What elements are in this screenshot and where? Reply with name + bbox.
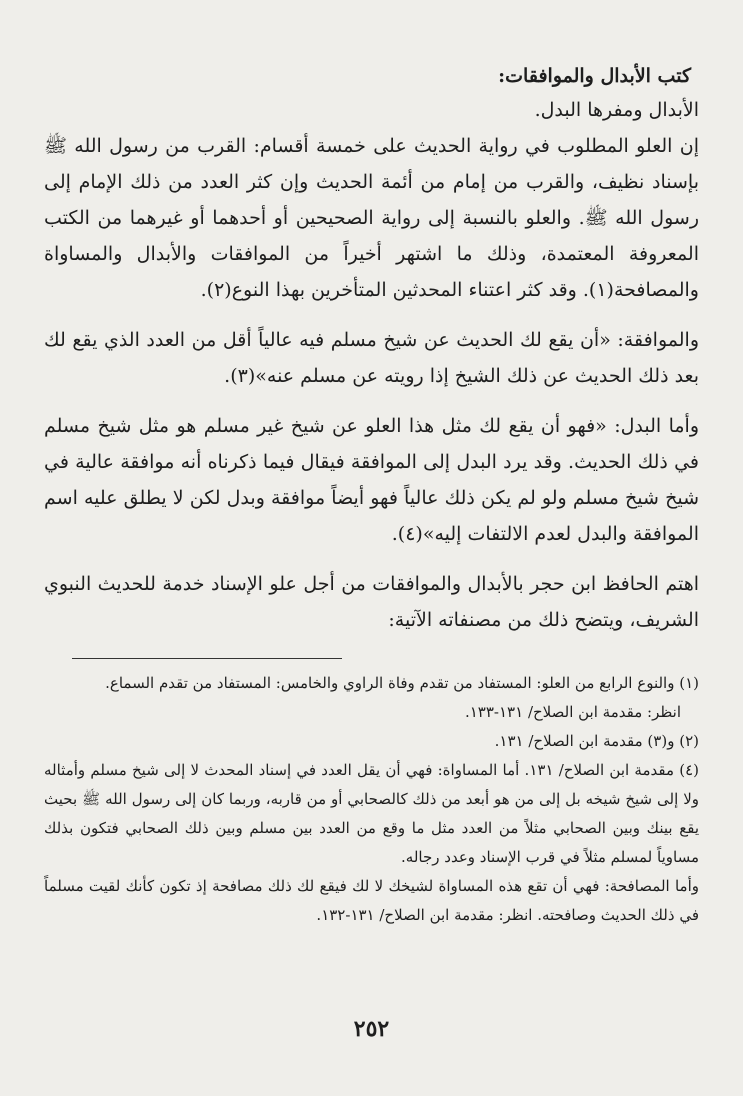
paragraph-uluw: إن العلو المطلوب في رواية الحديث على خمسة أقسام: القرب من رسول الله ﷺ بإسناد نظيف، والقرب من إمام من أئمة الحديث وإن كثر العدد من ذلك الإمام إلى رسول الله ﷺ. والعلو بالنسبة إلى رواية الصحيحين أو أحدهما أو غيرهما من الكتب المعروفة المعتمدة، وذلك ما اشتهر أخيراً من الموافقات والأبدال والمساواة والمصافحة(١). وقد كثر اعتناء المحدثين المتأخرين بهذا النوع(٢).: [44, 135, 699, 301]
footnote-divider: [72, 658, 342, 659]
footnote-4-musafaha: وأما المصافحة: فهي أن تقع هذه المساواة لشيخك لا لك فيقع لك ذلك مصافحة إذ تكون كأنك لقيت مسلماً في ذلك الحديث وصافحته. انظر: مقدمة ابن الصلاح/ ١٣١-١٣٢.: [44, 877, 699, 924]
footnote-1-ref: انظر: مقدمة ابن الصلاح/ ١٣١-١٣٣.: [464, 703, 681, 721]
footnote-4: (٤) مقدمة ابن الصلاح/ ١٣١. أما المساواة: فهي أن يقل العدد في إسناد المحدث لا إلى شيخ مسلم وأمثاله ولا إلى شيخ شيخه بل إلى من هو أبعد من ذلك كالصحابي أو من قاربه، وربما كان إلى رسول الله ﷺ بحيث يقع بينك وبين الصحابي مثلاً من العدد مثل ما وقع من العدد بين مسلم وبين ذلك الصحابي فتكون بذلك مساوياً لمسلم مثلاً في قرب الإسناد وعدد رجاله.: [44, 761, 699, 866]
page-number: ٢٥٢: [353, 1016, 390, 1042]
footnote-2-3: (٢) و(٣) مقدمة ابن الصلاح/ ١٣١.: [494, 732, 699, 750]
paragraph-ibn-hajar: اهتم الحافظ ابن حجر بالأبدال والموافقات من أجل علو الإسناد خدمة للحديث النبوي الشريف، ويتضح ذلك من مصنفاته الآتية:: [44, 573, 699, 631]
paragraph-badal: وأما البدل: «فهو أن يقع لك مثل هذا العلو عن شيخ غير مسلم هو مثل شيخ مسلم في ذلك الحديث. وقد يرد البدل إلى الموافقة فيقال فيما ذكرناه أنه موافقة عالية في شيخ شيخ مسلم ولو لم يكن ذلك عالياً فهو أيضاً موافقة وبدل لكن لا يطلق عليه اسم الموافقة والبدل لعدم الالتفات إليه»(٤).: [44, 415, 699, 545]
section-heading: كتب الأبدال والموافقات:: [498, 65, 691, 87]
footnote-1: (١) والنوع الرابع من العلو: المستفاد من تقدم وفاة الراوي والخامس: المستفاد من تقدم السماع.: [105, 674, 699, 692]
paragraph-muwafaqa: والموافقة: «أن يقع لك الحديث عن شيخ مسلم فيه عالياً أقل من العدد الذي يقع لك بعد ذلك الحديث عن ذلك الشيخ إذا رويته عن مسلم عنه»(٣).: [44, 329, 699, 387]
paragraph-definition: الأبدال ومفرها البدل.: [534, 99, 699, 121]
